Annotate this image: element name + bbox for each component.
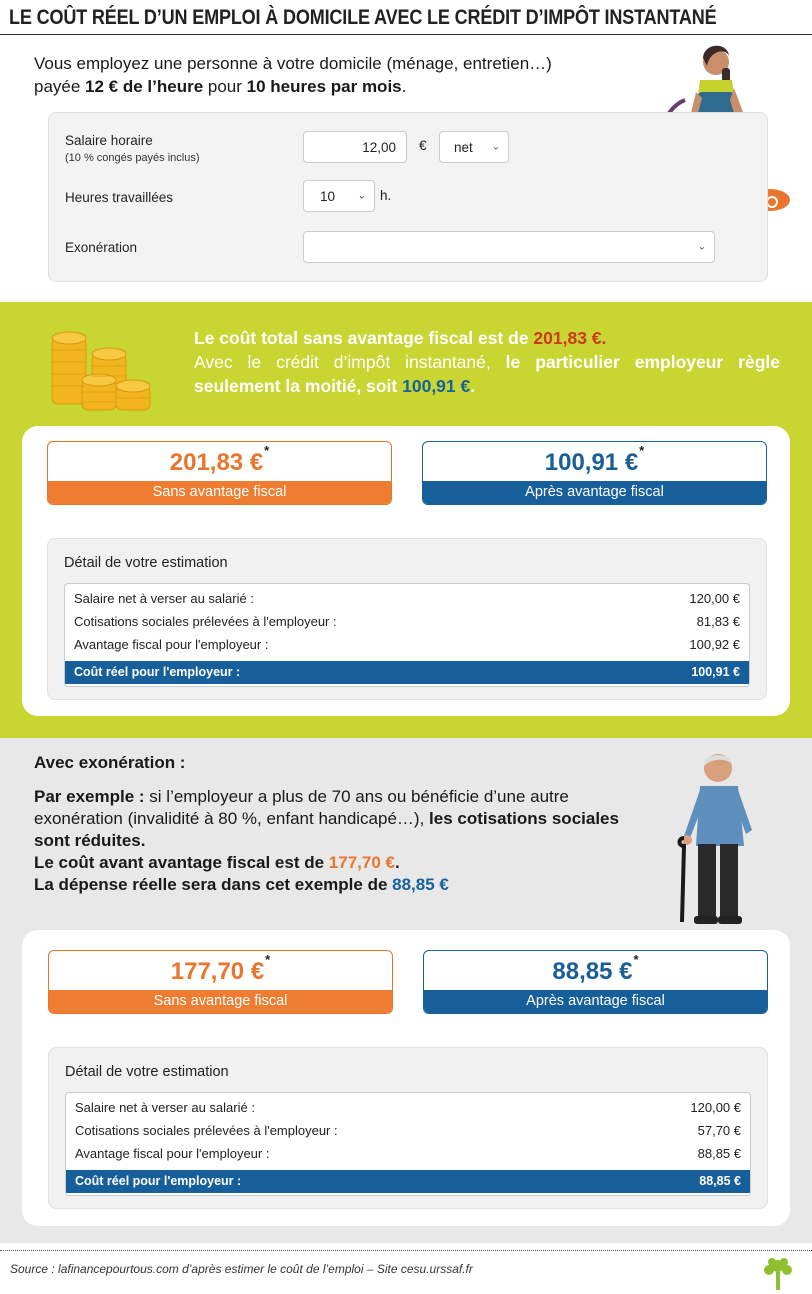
cost-after-value: 88,85 €: [552, 958, 633, 985]
table-row: [65, 587, 749, 610]
source-note: Source : lafinancepourtous.com d’après estimer le coût de l’emploi – Site cesu.urssaf.fr: [10, 1262, 473, 1276]
intro-text-part: pour: [203, 77, 247, 96]
chevron-down-icon: ⌄: [491, 141, 500, 153]
cost-before-pill: [47, 441, 392, 505]
summary-text-part: .: [601, 328, 607, 348]
hourly-wage-label: [65, 133, 200, 164]
cost-before-label: Sans avantage fiscal: [48, 481, 391, 504]
intro-line-1: Vous employez une personne à votre domicile (ménage, entretien…): [34, 54, 552, 73]
cost-before-value: 177,70 €: [170, 958, 265, 985]
total-row: [65, 661, 749, 684]
row-value: 81,83 €: [696, 614, 740, 629]
example-emphasis: les cotisations sociales sont réduites.: [34, 809, 619, 850]
hourly-wage-sublabel: (10 % congés payés inclus): [65, 152, 200, 164]
green-summary-text: [194, 326, 780, 398]
exoneration-select[interactable]: [303, 231, 715, 263]
exoneration-text: [34, 752, 634, 896]
exoneration-heading: [34, 752, 634, 774]
cost-line-text: .: [394, 853, 400, 872]
table-row: [66, 1096, 750, 1119]
summary-text-part: Le coût total sans avantage fiscal est de: [194, 328, 534, 348]
example-text: si l’employeur a plus de 70 ans ou bénéficie d’une autre exonération (invalidité à 80 %, enfant handicapé…),: [34, 787, 569, 828]
asterisk: *: [264, 443, 270, 458]
cost-before-value: 201,83 €: [169, 449, 264, 476]
detail-title: Détail de votre estimation: [64, 555, 228, 571]
intro-line-2: [34, 75, 634, 98]
estimate-card-1: [22, 426, 790, 716]
row-value: 120,00 €: [689, 591, 740, 606]
intro-text-part: .: [401, 77, 407, 96]
page-header: [0, 0, 812, 36]
cost-before-amount: [49, 951, 392, 991]
example-prefix: Par exemple :: [34, 787, 145, 806]
row-label: Avantage fiscal pour l'employeur :: [75, 1146, 270, 1161]
page-title: LE COÛT RÉEL D’UN EMPLOI À DOMICILE AVEC LE CRÉDIT D’IMPÔT INSTANTANÉ: [9, 6, 717, 29]
intro-hours: 10 heures par mois: [246, 77, 402, 96]
real-cost-exoneration: 88,85 €: [392, 875, 449, 894]
row-label: Avantage fiscal pour l'employeur :: [74, 637, 269, 652]
detail-table: [65, 1092, 751, 1196]
row-value: 100,92 €: [689, 637, 740, 652]
cost-after-label: Après avantage fiscal: [423, 481, 766, 504]
total-value: 88,85 €: [699, 1174, 741, 1188]
summary-line-1: [194, 326, 780, 350]
exoneration-section: [0, 738, 812, 1243]
summary-real-cost: 100,91 €: [402, 376, 471, 396]
cost-before-amount: [48, 442, 391, 482]
row-value: 88,85 €: [697, 1146, 741, 1161]
table-row: [66, 1142, 750, 1165]
row-label: Salaire net à verser au salarié :: [74, 591, 254, 606]
cost-after-pill: [423, 950, 768, 1014]
detail-table: [64, 583, 750, 687]
chevron-down-icon: ⌄: [357, 190, 366, 202]
exoneration-heading-text: Avec exonération :: [34, 753, 186, 772]
detail-title: Détail de votre estimation: [65, 1064, 229, 1080]
table-row: [65, 610, 749, 633]
title-divider: [0, 34, 812, 35]
row-value: 120,00 €: [690, 1100, 741, 1115]
hours-worked-label: Heures travaillées: [65, 190, 174, 205]
summary-text-part: .: [470, 376, 476, 396]
cost-after-amount: [423, 442, 766, 482]
exoneration-example: [34, 786, 634, 852]
estimate-card-2: [22, 930, 790, 1226]
cost-after-pill: [422, 441, 767, 505]
cost-before-exoneration: 177,70 €: [328, 853, 395, 872]
hours-worked-value: 10: [320, 189, 336, 204]
intro-text: [34, 52, 634, 98]
total-row: [66, 1170, 750, 1193]
estimate-detail-panel: [47, 538, 767, 700]
tree-logo-icon: [758, 1256, 798, 1292]
elderly-man-illustration: [660, 746, 770, 928]
summary-text-part: Avec le crédit d’impôt instantané,: [194, 352, 506, 372]
total-label: Coût réel pour l'employeur :: [74, 665, 241, 679]
summary-total-cost: 201,83 €: [533, 328, 602, 348]
asterisk: *: [639, 443, 645, 458]
cost-after-value: 100,91 €: [544, 449, 639, 476]
intro-text-part: payée: [34, 77, 86, 96]
table-row: [65, 633, 749, 656]
exoneration-real-line: [34, 874, 634, 896]
asterisk: *: [633, 952, 639, 967]
real-line-text: La dépense réelle sera dans cet exemple de: [34, 875, 393, 894]
footer-divider: [0, 1250, 812, 1251]
cost-before-label: Sans avantage fiscal: [49, 990, 392, 1013]
hourly-wage-label-text: Salaire horaire: [65, 133, 153, 148]
hours-unit: h.: [380, 188, 392, 203]
row-value: 57,70 €: [697, 1123, 741, 1138]
net-gross-value: net: [454, 140, 473, 155]
intro-hourly-rate: 12 € de l’heure: [85, 77, 204, 96]
summary-text-part: le particulier employeur règle seulement la moitié, soit: [194, 352, 780, 396]
estimate-form: [48, 112, 768, 282]
row-label: Cotisations sociales prélevées à l'employeur :: [75, 1123, 338, 1138]
cost-line-text: Le coût avant avantage fiscal est de: [34, 853, 329, 872]
hourly-wage-value: 12,00: [362, 140, 396, 155]
asterisk: *: [265, 952, 271, 967]
net-gross-select[interactable]: [439, 131, 509, 163]
exoneration-label: Exonération: [65, 240, 138, 255]
cost-after-label: Après avantage fiscal: [424, 990, 767, 1013]
summary-line-2: [194, 350, 780, 398]
exoneration-cost-line: [34, 852, 634, 874]
total-value: 100,91 €: [691, 665, 740, 679]
chevron-down-icon: ⌄: [697, 241, 706, 253]
row-label: Cotisations sociales prélevées à l'employeur :: [74, 614, 337, 629]
currency-unit: €: [419, 138, 427, 153]
coin-stacks-illustration: [44, 314, 154, 414]
green-summary-section: [0, 302, 812, 738]
estimate-detail-panel: [48, 1047, 768, 1209]
hours-worked-select[interactable]: [303, 180, 375, 212]
table-row: [66, 1119, 750, 1142]
cost-before-pill: [48, 950, 393, 1014]
cost-after-amount: [424, 951, 767, 991]
total-label: Coût réel pour l'employeur :: [75, 1174, 242, 1188]
hourly-wage-input[interactable]: [303, 131, 407, 163]
row-label: Salaire net à verser au salarié :: [75, 1100, 255, 1115]
